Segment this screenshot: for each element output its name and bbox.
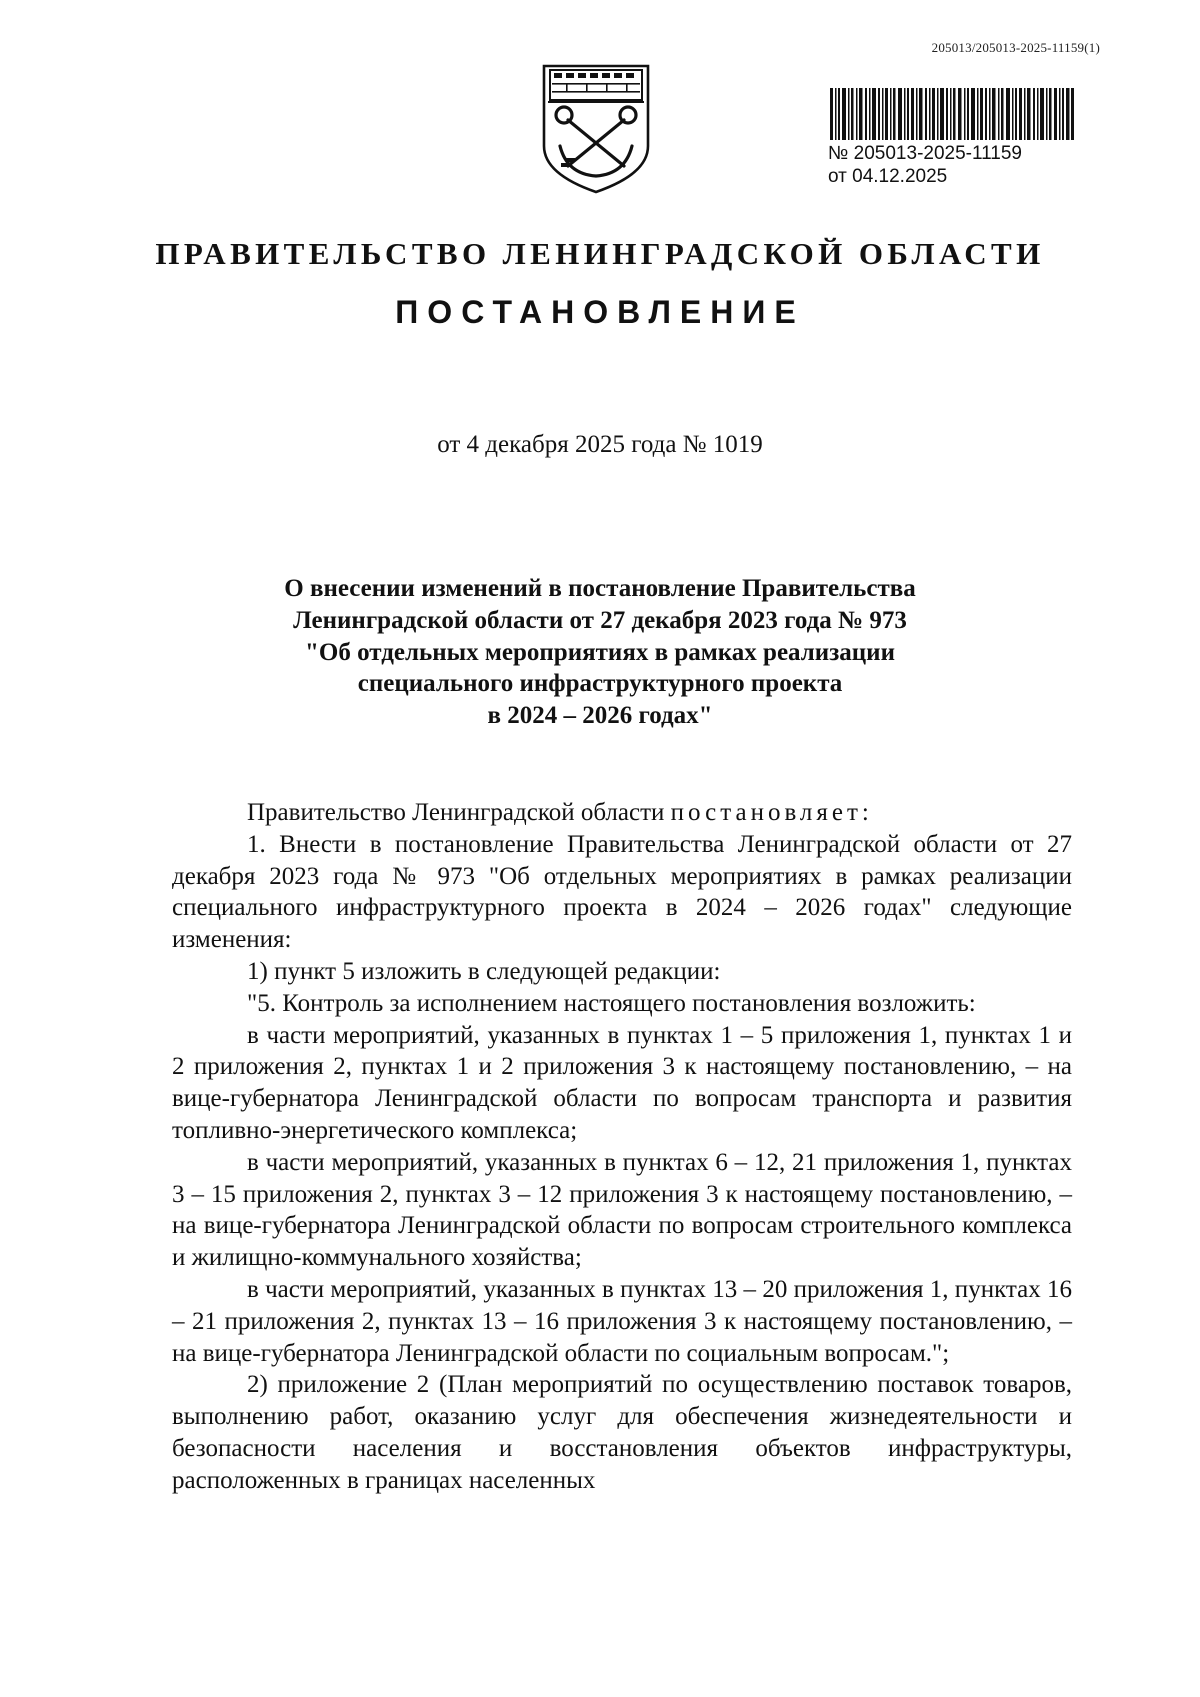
coat-of-arms-emblem — [540, 62, 652, 194]
document-title — [0, 573, 1200, 732]
document-type-heading: ПОСТАНОВЛЕНИЕ — [395, 294, 805, 330]
document-body — [172, 797, 1072, 1497]
title-line: в 2024 – 2026 годах" — [487, 702, 713, 730]
body-paragraph: в части мероприятий, указанных в пунктах 1 – 5 приложения 1, пунктах 1 и 2 приложения 2, пунктах 1 и 2 приложения 3 к настоящему постановлению, – на вице-губернатора Ленинградской области по вопросам транспорта и развития топливно-энергетического комплекса; — [172, 1021, 1072, 1144]
body-paragraph: 2) приложение 2 (План мероприятий по осуществлению поставок товаров, выполнению работ, оказанию услуг для обеспечения жизнедеятельности и безопасности населения и восстановления объектов инфраструктуры, расположенных в границах населенных — [172, 1371, 1072, 1494]
title-line: "Об отдельных мероприятиях в рамках реализации — [305, 638, 895, 666]
registration-number: № 205013-2025-11159 — [828, 143, 1022, 164]
intro-paragraph — [172, 797, 1072, 829]
document-date-number: от 4 декабря 2025 года № 1019 — [437, 431, 763, 458]
body-paragraph: 1. Внести в постановление Правительства Ленинградской области от 27 декабря 2023 года № 973 "Об отдельных мероприятиях в рамках реализации специального инфраструктурного проекта в 2024 – 2026 годах" следующие изменения: — [172, 830, 1072, 954]
body-paragraph: в части мероприятий, указанных в пунктах 13 – 20 приложения 1, пунктах 16 – 21 приложения 2, пунктах 13 – 16 приложения 3 к настоящему постановлению, – на вице-губернатора Ленинградской области по социальным вопросам."; — [172, 1275, 1072, 1367]
intro-resolves: постановляет: — [670, 799, 873, 826]
title-line: О внесении изменений в постановление Правительства — [284, 575, 916, 602]
document-code: 205013/205013-2025-11159(1) — [931, 40, 1100, 55]
registration-date: от 04.12.2025 — [828, 166, 948, 187]
title-line: специального инфраструктурного проекта — [357, 670, 843, 698]
body-paragraph: 1) пункт 5 изложить в следующей редакции: — [247, 957, 721, 985]
body-paragraph: "5. Контроль за исполнением настоящего постановления возложить: — [247, 989, 976, 1017]
registration-block — [828, 88, 1083, 188]
barcode-image — [828, 88, 1076, 140]
body-paragraph: в части мероприятий, указанных в пунктах 6 – 12, 21 приложения 1, пунктах 3 – 15 приложения 2, пунктах 3 – 12 приложения 3 к настоящему постановлению, – на вице-губернатора Ленинградской области по вопросам строительного комплекса и жилищно-коммунального хозяйства; — [172, 1148, 1072, 1272]
intro-lead: Правительство Ленинградской области — [247, 799, 671, 826]
title-line: Ленинградской области от 27 декабря 2023 года № 973 — [293, 606, 907, 634]
issuing-authority: ПРАВИТЕЛЬСТВО ЛЕНИНГРАДСКОЙ ОБЛАСТИ — [155, 236, 1045, 271]
